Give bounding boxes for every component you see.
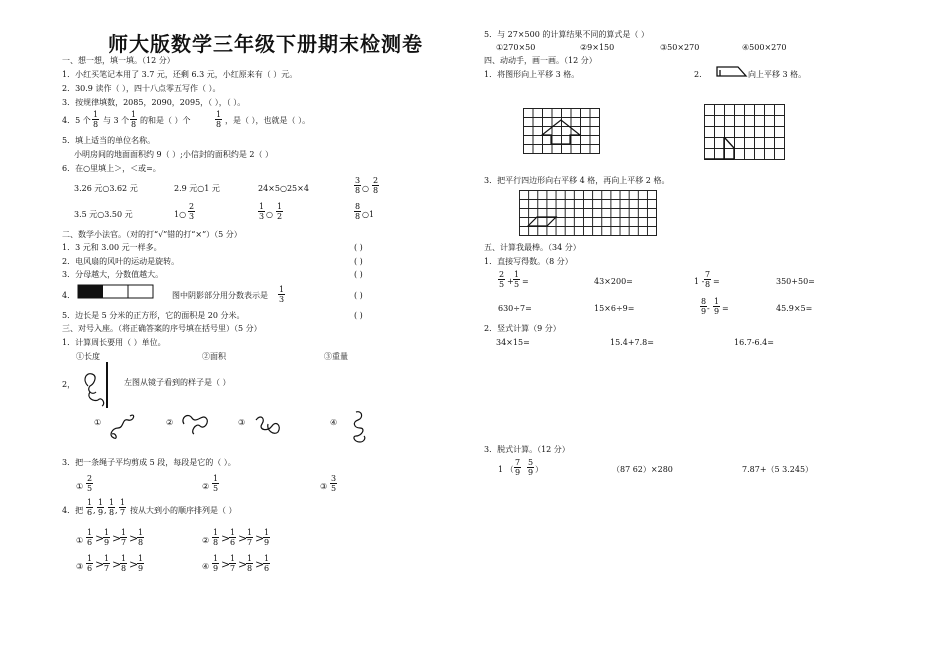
equals-sign: = (522, 277, 529, 286)
grid-2-figure (704, 104, 786, 160)
greater-than-sign: > (255, 558, 265, 571)
compare-item: 2.9 元○1 元 (174, 184, 220, 193)
squiggle-option-4 (348, 408, 374, 446)
plus-sign: + (507, 277, 514, 286)
draw-2-number: 2. (694, 70, 702, 79)
compare-item: 24×5○25×4 (258, 184, 309, 193)
question-1-3: 3．按规律填数，2085，2090，2095，（ ），（ ）。 (62, 98, 246, 107)
mirror-line (106, 362, 108, 408)
fraction: $\frac{1}{6}$ (230, 528, 236, 547)
choice-4-text: 按从大到小的顺序排列是（ ） (130, 506, 237, 515)
choice-3: 3．把一条绳子平均剪成 5 段，每段是它的（ ）。 (62, 458, 236, 467)
fraction: $\frac{1}{3}$ (279, 285, 285, 304)
comma: , (115, 506, 118, 515)
fraction: $\frac{1}{8}$ (216, 110, 222, 129)
squiggle-option-2 (180, 408, 214, 438)
choice-option: ②9×150 (580, 43, 615, 52)
shaded-bar-figure (78, 285, 154, 299)
calc-item: 630÷7= (498, 304, 532, 313)
answer-paren[interactable]: ( ) (354, 291, 363, 300)
question-1-5: 5．填上适当的单位名称。 (62, 136, 156, 145)
question-1-4-part1: 4．5 个 (62, 116, 91, 125)
fraction: $\frac{1}{3}$ (259, 202, 265, 221)
comma: , (93, 506, 96, 515)
calc-1: 1．直接写得数。（8 分） (484, 257, 573, 266)
trapezoid-shape (716, 66, 748, 78)
fraction: $\frac{1}{8}$ (138, 528, 144, 547)
question-1-2: 2．30.9 读作（ ），四十八点零五写作（ ）。 (62, 84, 221, 93)
page-title: 师大版数学三年级下册期末检测卷 (108, 32, 423, 56)
question-1-4-part2: 与 3 个 (103, 116, 130, 125)
fraction: $\frac{2}{5}$ (87, 474, 93, 493)
choice-5: 5．与 27×500 的计算结果不同的算式是（ ） (484, 30, 649, 39)
fraction: $\frac{1}{9}$ (714, 297, 720, 316)
greater-than-sign: > (221, 558, 231, 571)
compare-item: ○1 (362, 210, 375, 219)
fraction: $\frac{2}{8}$ (373, 176, 379, 195)
step-calc-close: ） (535, 465, 543, 474)
fraction: $\frac{5}{9}$ (528, 458, 534, 477)
fraction: $\frac{1}{8}$ (213, 528, 219, 547)
squiggle-option-1 (104, 410, 136, 444)
answer-paren[interactable]: ( ) (354, 270, 363, 279)
compare-item: 3.26 元○3.62 元 (74, 184, 138, 193)
draw-1: 1．将图形向上平移 3 格。 (484, 70, 580, 79)
draw-2-text: 向上平移 3 格。 (748, 70, 807, 79)
choice-option: ③ (320, 482, 328, 491)
section-5-heading: 五、计算我最棒。（34 分） (484, 243, 581, 252)
greater-than-sign: > (112, 558, 122, 571)
draw-3: 3．把平行四边形向右平移 4 格，再向上平移 2 格。 (484, 176, 670, 185)
fraction: $\frac{2}{5}$ (499, 270, 505, 289)
answer-paren[interactable]: ( ) (354, 243, 363, 252)
squiggle-option-3 (252, 410, 286, 438)
judge-item-4: 4． (62, 291, 76, 300)
fraction: $\frac{1}{8}$ (121, 554, 127, 573)
fraction: $\frac{1}{7}$ (121, 528, 127, 547)
fraction: $\frac{1}{7}$ (104, 554, 110, 573)
section-3-heading: 三、对号入座。（将正确答案的序号填在括号里）（5 分） (62, 324, 262, 333)
vertical-calc: 34×15= (496, 338, 530, 347)
fraction: $\frac{1}{9}$ (104, 528, 110, 547)
fraction: $\frac{1}{7}$ (230, 554, 236, 573)
minus-sign: - (707, 304, 710, 313)
fraction: $\frac{1}{7}$ (120, 498, 126, 517)
calc-item: 45.9×5= (776, 304, 813, 313)
choice-option: ② (202, 536, 210, 545)
greater-than-sign: > (255, 532, 265, 545)
calc-item: 15×6÷9= (594, 304, 635, 313)
judge-item-3: 3．分母越大，分数值越大。 (62, 270, 164, 279)
fraction: $\frac{3}{5}$ (331, 474, 337, 493)
section-1-heading: 一、想一想，填一填。（12 分） (62, 56, 175, 65)
arrow-shape (523, 108, 601, 154)
choice-option: ② (202, 482, 210, 491)
fraction: $\frac{1}{8}$ (247, 554, 253, 573)
greater-than-sign: > (238, 558, 248, 571)
compare-circle: ○ (362, 184, 369, 193)
fraction: $\frac{7}{8}$ (705, 270, 711, 289)
fraction: $\frac{1}{5}$ (514, 270, 520, 289)
calc-item: 1 - (694, 277, 705, 286)
comma: , (104, 506, 107, 515)
step-calc-item: （87 62）×280 (612, 465, 673, 474)
section-2-heading: 二、数学小法官。（对的打“√”错的打“×”）（5 分） (62, 230, 242, 239)
calc-2: 2．竖式计算（9 分） (484, 324, 561, 333)
fraction: $\frac{1}{9}$ (138, 554, 144, 573)
fraction: $\frac{8}{8}$ (355, 202, 361, 221)
choice-4-lead: 4．把 (62, 506, 84, 515)
fraction: $\frac{1}{5}$ (213, 474, 219, 493)
equals-sign: = (713, 277, 720, 286)
fraction: $\frac{1}{9}$ (98, 498, 104, 517)
choice-2-text: 左图从镜子看到的样子是（ ） (124, 378, 231, 387)
fraction: $\frac{1}{6}$ (87, 528, 93, 547)
question-1-1: 1．小红买笔记本用了 3.7 元，还剩 6.3 元，小红原来有（ ）元。 (62, 70, 298, 79)
choice-1: 1．计算周长要用（ ）单位。 (62, 338, 166, 347)
choice-option: ② (166, 418, 174, 427)
answer-paren[interactable]: ( ) (354, 257, 363, 266)
judge-item-4-text: 图中阴影部分用分数表示是 (172, 291, 268, 300)
choice-2-number: 2， (62, 380, 76, 389)
compare-item: 1○ (174, 210, 187, 219)
choice-option: ① (76, 482, 84, 491)
fraction: $\frac{1}{6}$ (87, 498, 93, 517)
compare-circle: ○ (266, 210, 273, 219)
choice-option: ① (76, 536, 84, 545)
judge-item-1: 1．3 元和 3.00 元一样多。 (62, 243, 162, 252)
greater-than-sign: > (129, 558, 139, 571)
choice-option: ③ (238, 418, 246, 427)
parallelogram-shape (519, 190, 659, 236)
choice-option: ④ (202, 562, 210, 571)
judge-item-5: 5．边长是 5 分米的正方形，它的面积是 20 分米。 (62, 311, 245, 320)
choice-option: ④ (330, 418, 338, 427)
compare-item: 3.5 元○3.50 元 (74, 210, 133, 219)
question-1-6: 6．在○里填上＞，＜或=。 (62, 164, 161, 173)
greater-than-sign: > (112, 532, 122, 545)
calc-3: 3．脱式计算。（12 分） (484, 445, 570, 454)
choice-option: ④500×270 (742, 43, 787, 52)
choice-option: ②面积 (202, 352, 226, 361)
question-1-4-part3: 的和是（ ）个 (140, 116, 191, 125)
answer-paren[interactable]: ( ) (354, 311, 363, 320)
fraction: $\frac{2}{3}$ (189, 202, 195, 221)
calc-item: 43×200= (594, 277, 633, 286)
fraction: $\frac{1}{2}$ (277, 202, 283, 221)
choice-option: ③50×270 (660, 43, 700, 52)
fraction: $\frac{1}{9}$ (213, 554, 219, 573)
equals-sign: = (722, 304, 729, 313)
fraction: $\frac{8}{9}$ (701, 297, 707, 316)
step-calc-lead: 1 （ (498, 465, 514, 474)
greater-than-sign: > (238, 532, 248, 545)
fraction: $\frac{1}{6}$ (87, 554, 93, 573)
fraction: $\frac{1}{8}$ (93, 110, 99, 129)
choice-option: ①270×50 (496, 43, 536, 52)
choice-option: ③ (76, 562, 84, 571)
greater-than-sign: > (95, 558, 105, 571)
section-4-heading: 四、动动手，画一画。（12 分） (484, 56, 597, 65)
greater-than-sign: > (95, 532, 105, 545)
fraction: $\frac{3}{8}$ (355, 176, 361, 195)
choice-option: ③重量 (324, 352, 348, 361)
choice-option: ①长度 (76, 352, 100, 361)
fraction: $\frac{1}{8}$ (109, 498, 115, 517)
fraction: $\frac{1}{7}$ (247, 528, 253, 547)
fraction: $\frac{1}{6}$ (264, 554, 270, 573)
squiggle-figure (80, 366, 114, 410)
fraction: $\frac{1}{9}$ (264, 528, 270, 547)
vertical-calc: 16.7-6.4= (734, 338, 774, 347)
fraction: $\frac{7}{9}$ (515, 458, 521, 477)
judge-item-2: 2．电风扇的风叶的运动是旋转。 (62, 257, 180, 266)
question-1-5-detail: 小明房间的地面面积约 9（ ）;小信封的面积约是 2（ ） (74, 150, 274, 159)
greater-than-sign: > (129, 532, 139, 545)
vertical-calc: 15.4+7.8= (610, 338, 654, 347)
question-1-4-part4: ，是（ ），也就是（ ）。 (225, 116, 311, 125)
fraction: $\frac{1}{8}$ (131, 110, 137, 129)
calc-item: 350+50= (776, 277, 815, 286)
greater-than-sign: > (221, 532, 231, 545)
choice-option: ① (94, 418, 102, 427)
step-calc-item: 7.87+（5 3.245） (742, 465, 814, 474)
